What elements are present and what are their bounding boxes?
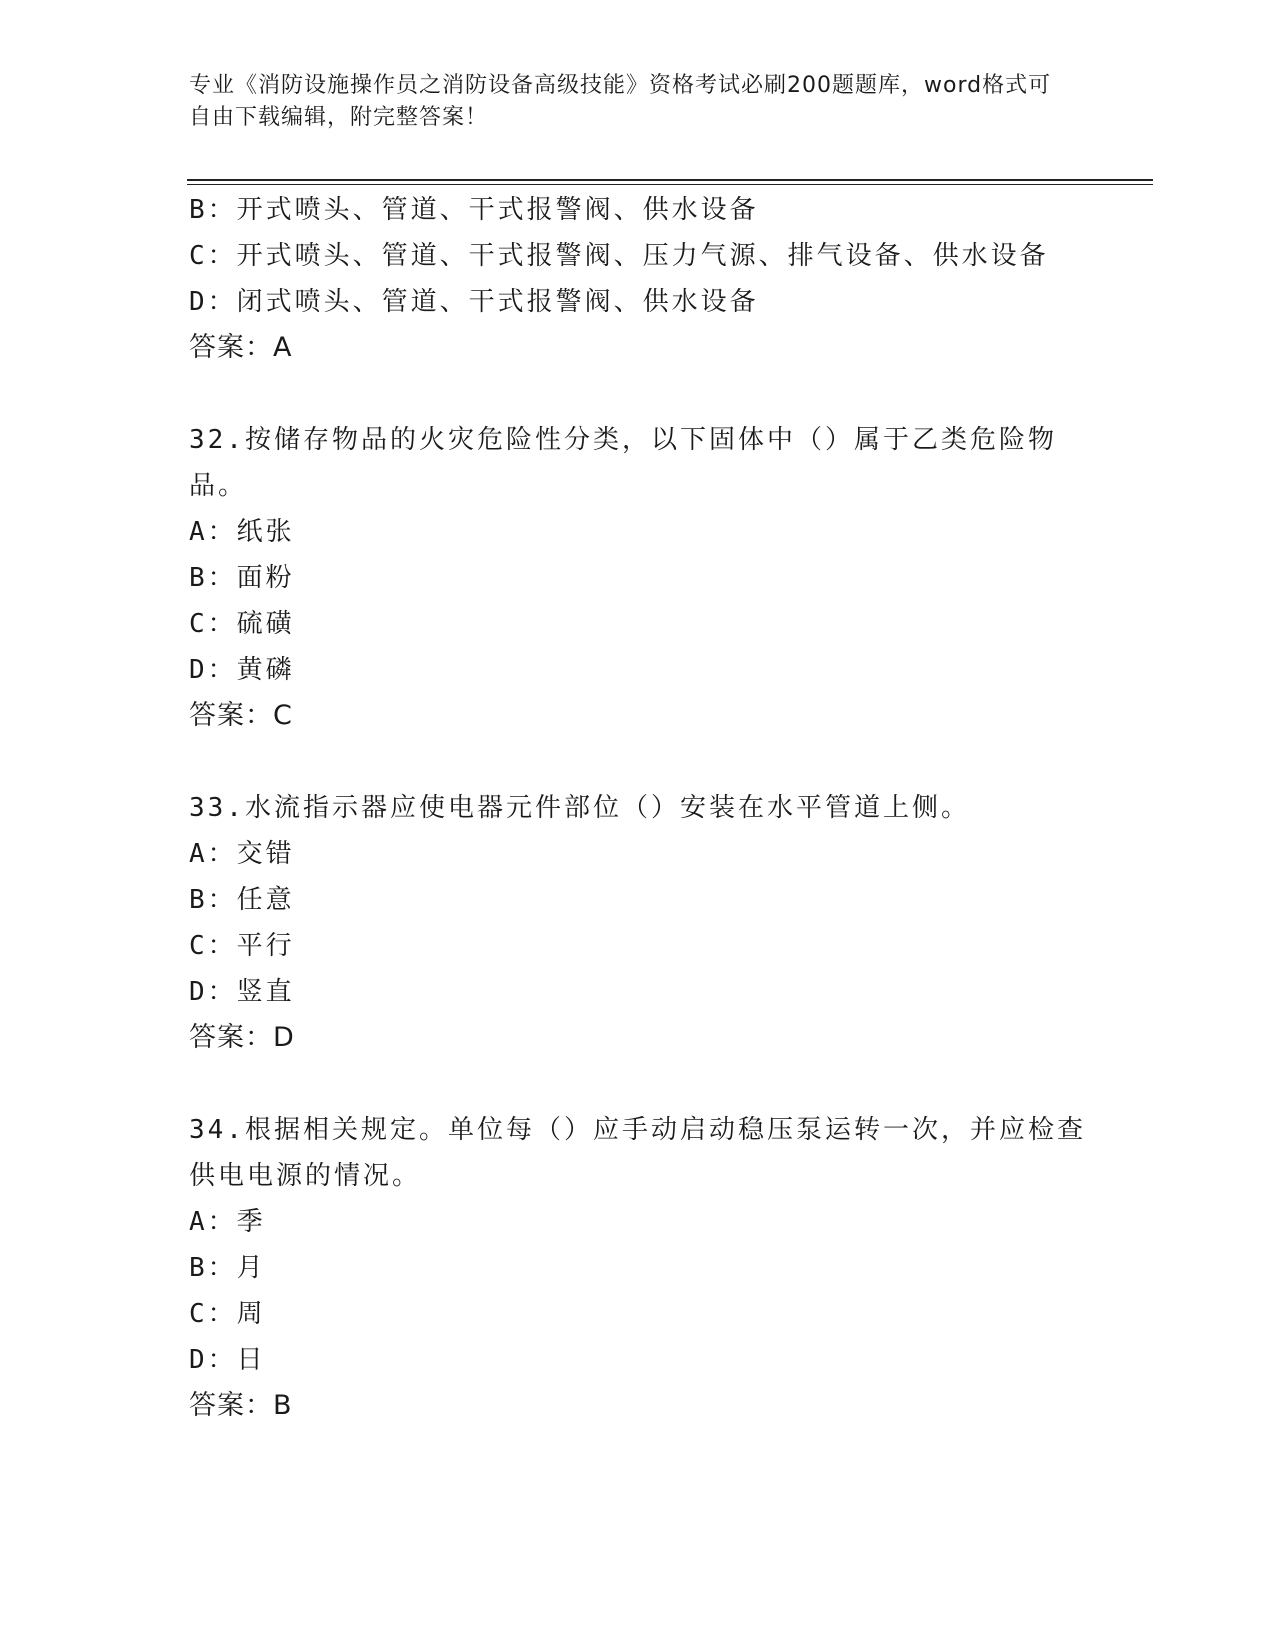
option-c: C：开式喷头、管道、干式报警阀、压力气源、排气设备、供水设备 — [189, 241, 1049, 271]
option-c: C：硫磺 — [189, 609, 295, 639]
question-34 — [189, 1107, 1089, 1429]
option-d: D：黄磷 — [189, 655, 295, 685]
previous-question — [189, 187, 1089, 371]
option-c: C：平行 — [189, 931, 295, 961]
answer: 答案：D — [189, 1022, 295, 1053]
answer: 答案：B — [189, 1390, 293, 1421]
option-b: B：面粉 — [189, 563, 295, 593]
spacer — [189, 1061, 1089, 1107]
question-text: 33.水流指示器应使电器元件部位（）安装在水平管道上侧。 — [189, 793, 970, 823]
header-title: 专业《消防设施操作员之消防设备高级技能》资格考试必刷200题题库，word格式可自由下载编辑，附完整答案！ — [189, 73, 1052, 130]
spacer — [189, 739, 1089, 785]
option-d: D：日 — [189, 1345, 266, 1375]
question-32 — [189, 417, 1089, 739]
question-list — [189, 187, 1089, 1429]
option-c: C：周 — [189, 1299, 266, 1329]
answer: 答案：A — [189, 332, 293, 363]
question-33 — [189, 785, 1089, 1061]
option-a: A：交错 — [189, 839, 295, 869]
option-a: A：纸张 — [189, 517, 295, 547]
question-text: 32.按储存物品的火灾危险性分类，以下固体中（）属于乙类危险物品。 — [189, 425, 1057, 501]
option-d: D：竖直 — [189, 977, 295, 1007]
question-text: 34.根据相关规定。单位每（）应手动启动稳压泵运转一次，并应检查供电电源的情况。 — [189, 1115, 1086, 1191]
header-rule-thick — [187, 179, 1153, 181]
option-b: B：开式喷头、管道、干式报警阀、供水设备 — [189, 195, 759, 225]
option-a: A：季 — [189, 1207, 266, 1237]
option-b: B：月 — [189, 1253, 266, 1283]
spacer — [189, 371, 1089, 417]
page-header — [189, 70, 1069, 134]
header-rule-thin — [187, 184, 1153, 185]
option-d: D：闭式喷头、管道、干式报警阀、供水设备 — [189, 287, 759, 317]
option-b: B：任意 — [189, 885, 295, 915]
answer: 答案：C — [189, 700, 293, 731]
